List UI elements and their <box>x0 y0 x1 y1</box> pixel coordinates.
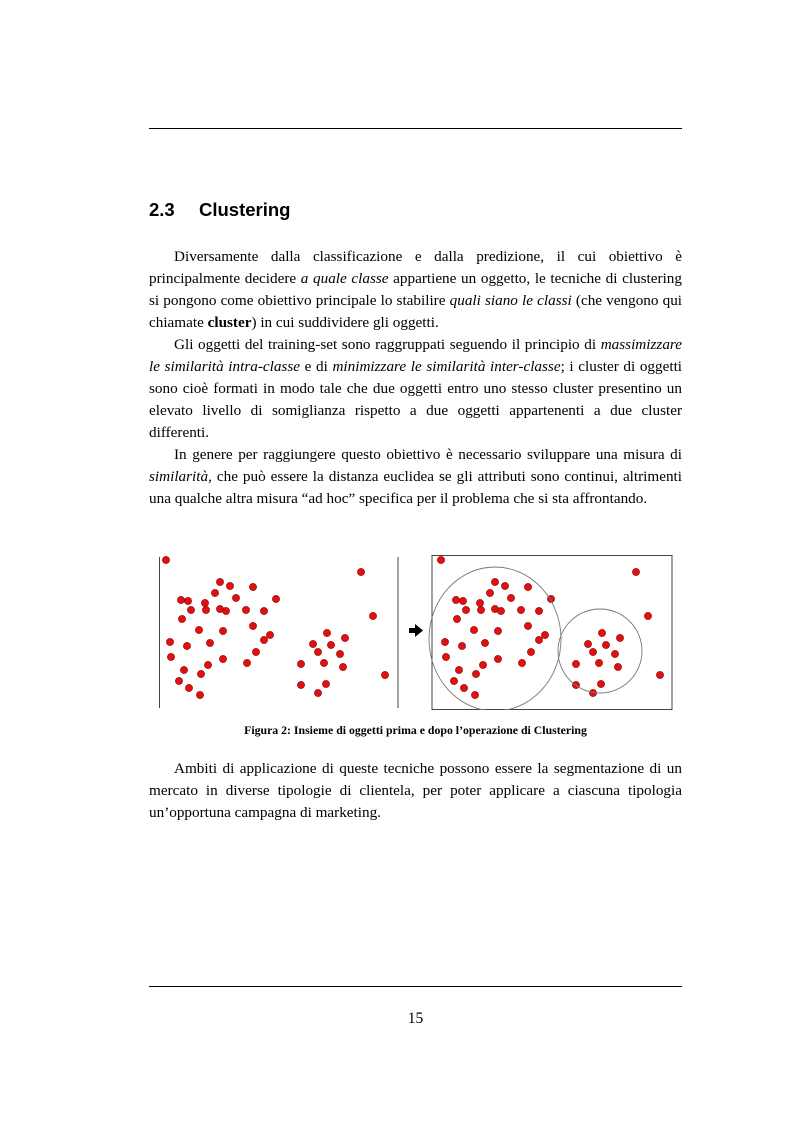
applications-text <box>149 758 682 824</box>
section-number: 2.3 <box>149 199 175 220</box>
clustered-data-point <box>481 639 488 646</box>
clustered-data-point <box>476 599 483 606</box>
clustered-data-point <box>541 631 548 638</box>
data-point <box>232 594 239 601</box>
data-point <box>166 638 173 645</box>
data-point <box>341 634 348 641</box>
data-point <box>206 639 213 646</box>
clustered-data-point <box>458 642 465 649</box>
data-point <box>243 659 250 666</box>
points-before-clustering <box>162 556 388 698</box>
intro-text <box>149 246 682 510</box>
clustered-data-point <box>644 612 651 619</box>
clustered-data-point <box>460 684 467 691</box>
clustered-data-point <box>535 607 542 614</box>
data-point <box>226 582 233 589</box>
clustered-data-point <box>441 638 448 645</box>
points-after-clustering <box>437 556 663 698</box>
clustered-data-point <box>455 666 462 673</box>
data-point <box>249 622 256 629</box>
clustered-data-point <box>437 556 444 563</box>
data-point <box>195 626 202 633</box>
data-point <box>216 578 223 585</box>
data-point <box>297 660 304 667</box>
data-point <box>184 597 191 604</box>
data-point <box>201 599 208 606</box>
right-panel-frame <box>432 556 672 710</box>
clustered-data-point <box>470 626 477 633</box>
data-point <box>327 641 334 648</box>
clustered-data-point <box>472 670 479 677</box>
clustered-data-point <box>491 578 498 585</box>
data-point <box>197 670 204 677</box>
data-point <box>183 642 190 649</box>
data-point <box>180 666 187 673</box>
text-run: , che può essere la distanza euclidea se gli attributi sono continui, altrimenti una qualche altra misura “ad hoc” specifica per il problema che si sta affrontando. <box>149 468 682 507</box>
clustered-data-point <box>477 606 484 613</box>
data-point <box>242 606 249 613</box>
text-run: ) in cui suddividere gli oggetti. <box>251 314 439 331</box>
italic-text: quali siano le classi <box>449 292 572 309</box>
clustered-data-point <box>453 615 460 622</box>
clustered-data-point <box>486 589 493 596</box>
paragraph <box>149 246 682 334</box>
data-point <box>272 595 279 602</box>
paragraph: Ambiti di applicazione di queste tecniche possono essere la segmentazione di un mercato in diverse tipologie di clientela, per poter applicare a ciascuna tipologia un’opportuna campagna di marketing. <box>149 760 682 821</box>
clustered-data-point <box>442 653 449 660</box>
clustered-data-point <box>524 583 531 590</box>
text-run: (che vengono qui chiamate <box>149 292 683 331</box>
data-point <box>320 659 327 666</box>
data-point <box>357 568 364 575</box>
clustered-data-point <box>614 663 621 670</box>
clustered-data-point <box>518 659 525 666</box>
clustered-data-point <box>602 641 609 648</box>
clustered-data-point <box>452 596 459 603</box>
data-point <box>196 691 203 698</box>
clustering-figure <box>158 555 673 710</box>
section-heading <box>149 199 290 221</box>
clustered-data-point <box>501 582 508 589</box>
clustered-data-point <box>527 648 534 655</box>
section-title: Clustering <box>199 199 291 220</box>
arrow-right-icon <box>409 624 423 637</box>
clustered-data-point <box>535 636 542 643</box>
text-run: ; i cluster di oggetti sono cioè formati in modo tale che due oggetti entro uno stesso cluster presentino un elevato livello di somiglianza rispetto a due oggetti appartenenti a due cluster differenti. <box>149 358 683 441</box>
data-point <box>211 589 218 596</box>
clustered-data-point <box>597 680 604 687</box>
clustered-data-point <box>572 660 579 667</box>
data-point <box>185 684 192 691</box>
data-point <box>314 648 321 655</box>
clustered-data-point <box>479 661 486 668</box>
data-point <box>336 650 343 657</box>
italic-text: a quale classe <box>300 270 389 287</box>
clustered-data-point <box>462 606 469 613</box>
data-point <box>204 661 211 668</box>
data-point <box>266 631 273 638</box>
data-point <box>309 640 316 647</box>
data-point <box>187 606 194 613</box>
clustered-data-point <box>584 640 591 647</box>
clustered-data-point <box>589 648 596 655</box>
clustered-data-point <box>632 568 639 575</box>
data-point <box>260 607 267 614</box>
italic-text: massimizzare le similarità intra-classe <box>149 336 682 375</box>
data-point <box>202 606 209 613</box>
text-run: In genere per raggiungere questo obiettivo è necessario sviluppare una misura di <box>174 446 682 463</box>
page-number: 15 <box>407 1010 424 1027</box>
clustered-data-point <box>611 650 618 657</box>
text-run: appartiene un oggetto, le tecniche di clustering si pongono come obiettivo principale lo stabilire <box>149 270 682 309</box>
data-point <box>219 627 226 634</box>
clustered-data-point <box>450 677 457 684</box>
clustered-data-point <box>459 597 466 604</box>
data-point <box>219 655 226 662</box>
data-point <box>323 629 330 636</box>
data-point <box>177 596 184 603</box>
clustered-data-point <box>494 655 501 662</box>
clustered-data-point <box>598 629 605 636</box>
clustered-data-point <box>507 594 514 601</box>
clustered-data-point <box>524 622 531 629</box>
data-point <box>162 556 169 563</box>
italic-text: similarità <box>149 468 209 485</box>
data-point <box>178 615 185 622</box>
paragraph <box>149 444 682 510</box>
data-point <box>167 653 174 660</box>
paragraph <box>149 334 682 444</box>
text-run: Diversamente dalla classificazione e dalla predizione, il cui obiettivo è principalmente decidere <box>149 248 682 287</box>
data-point <box>322 680 329 687</box>
clustered-data-point <box>471 691 478 698</box>
data-point <box>381 671 388 678</box>
bold-term: cluster <box>207 314 252 331</box>
data-point <box>297 681 304 688</box>
clustered-data-point <box>595 659 602 666</box>
footer-rule <box>149 986 682 987</box>
data-point <box>260 636 267 643</box>
data-point <box>175 677 182 684</box>
header-rule <box>149 128 682 129</box>
data-point <box>252 648 259 655</box>
clustered-data-point <box>616 634 623 641</box>
clustered-data-point <box>517 606 524 613</box>
data-point <box>222 607 229 614</box>
italic-text: minimizzare le similarità inter-classe <box>332 358 561 375</box>
clustered-data-point <box>656 671 663 678</box>
text-run: Gli oggetti del training-set sono raggruppati seguendo il principio di <box>174 336 601 353</box>
clustered-data-point <box>497 607 504 614</box>
text-run: e di <box>300 358 333 375</box>
data-point <box>339 663 346 670</box>
data-point <box>369 612 376 619</box>
data-point <box>314 689 321 696</box>
clustered-data-point <box>494 627 501 634</box>
figure-caption: Figura 2: Insieme di oggetti prima e dopo l’operazione di Clustering <box>244 723 587 737</box>
data-point <box>249 583 256 590</box>
